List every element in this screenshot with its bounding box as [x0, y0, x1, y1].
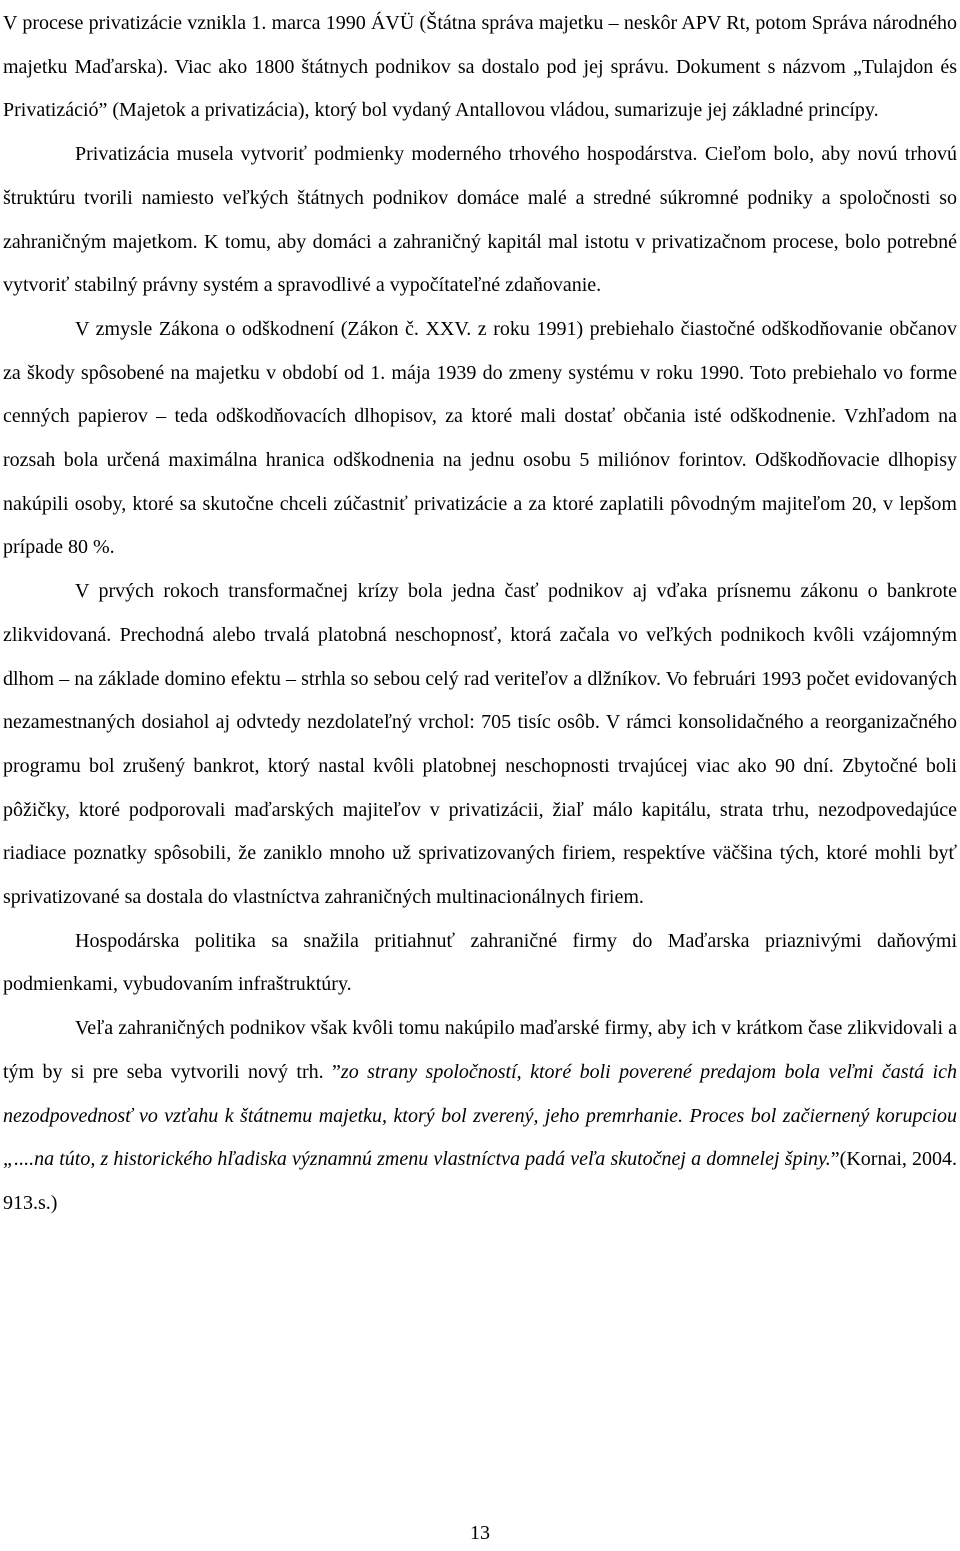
paragraph-2-text: Privatizácia musela vytvoriť podmienky moderného trhového hospodárstva. Cieľom bolo, aby novú trhovú štruktúru tvorili namiesto veľkých štátnych podnikov domáce malé a stredné súkromné podniky a spoločnosti so zahraničným majetkom. K tomu, aby domáci a zahraničný kapitál mal istotu v privatizačnom procese, bolo potrebné vytvoriť stabilný právny systém a spravodlivé a vypočítateľné zdaňovanie. [3, 143, 957, 297]
page-number: 13 [470, 1522, 490, 1544]
paragraph-5-text: Hospodárska politika sa snažila pritiahnuť zahraničné firmy do Maďarska priaznivými daňovými podmienkami, vybudovaním infraštruktúry. [3, 929, 957, 996]
paragraph-6-text: Veľa zahraničných podnikov však kvôli tomu nakúpilo maďarské firmy, aby ich v krátkom čase zlikvidovali a tým by si pre seba vytvorili nový trh. ” [3, 1017, 957, 1083]
paragraph-3-text: V zmysle Zákona o odškodnení (Zákon č. XXV. z roku 1991) prebiehalo čiastočné odškodňovanie občanov za škody spôsobené na majetku v období od 1. mája 1939 do zmeny systému v roku 1990. Toto prebiehalo vo forme cenných papierov – teda odškodňovacích dlhopisov, za ktoré mali dostať občania isté odškodnenie. Vzhľadom na rozsah bola určená maximálna hranica odškodnenia na jednu osobu 5 miliónov forintov. Odškodňovacie dlhopisy nakúpili osoby, ktoré sa skutočne chceli zúčastniť privatizácie a za ktoré zaplatili pôvodným majiteľom 20, v lepšom prípade 80 %. [3, 317, 957, 559]
paragraph-4 [3, 570, 957, 920]
paragraph-6 [3, 1007, 957, 1226]
paragraph-2 [3, 133, 957, 308]
paragraph-6-citation: ”(Kornai, 2004. 913.s.) [3, 1148, 958, 1214]
paragraph-6-quotation: zo strany spoločností, ktoré boli poverené predajom bola veľmi častá ich nezodpovednosť vo vzťahu k štátnemu majetku, ktorý bol zverený, jeho premrhanie. Proces bol začiernený korupciou „....na túto, z historického hľadiska významnú zmenu vlastníctva padá veľa skutočnej a domnelej špiny. [3, 1060, 957, 1171]
document-page [3, 2, 957, 1226]
paragraph-5 [3, 920, 957, 1007]
paragraph-1 [3, 2, 957, 133]
paragraph-4-text: V prvých rokoch transformačnej krízy bola jedna časť podnikov aj vďaka prísnemu zákonu o bankrote zlikvidovaná. Prechodná alebo trvalá platobná neschopnosť, ktorá začala vo veľkých podnikoch kvôli vzájomným dlhom – na základe domino efektu – strhla so sebou celý rad veriteľov a dlžníkov. Vo februári 1993 počet evidovaných nezamestnaných dosiahol aj odvtedy nezdolateľný vrchol: 705 tisíc osôb. V rámci konsolidačného a reorganizačného programu bol zrušený bankrot, ktorý nastal kvôli platobnej neschopnosti trvajúcej viac ako 90 dní. Zbytočné boli pôžičky, ktoré podporovali maďarských majiteľov v privatizácii, žiaľ málo kapitálu, strata trhu, nezodpovedajúce riadiace poznatky spôsobili, že zaniklo mnoho už sprivatizovaných firiem, respektíve väčšina tých, ktoré mohli byť sprivatizované sa dostala do vlastníctva zahraničných multinacionálnych firiem. [3, 580, 957, 909]
paragraph-3 [3, 308, 957, 570]
paragraph-1-text: V procese privatizácie vznikla 1. marca 1990 ÁVÜ (Štátna správa majetku – neskôr APV Rt, potom Správa národného majetku Maďarska). Viac ako 1800 štátnych podnikov sa dostalo pod jej správu. Dokument s názvom „Tulajdon és Privatizáció” (Majetok a privatizácia), ktorý bol vydaný Antallovou vládou, sumarizuje jej základné princípy. [3, 12, 957, 122]
